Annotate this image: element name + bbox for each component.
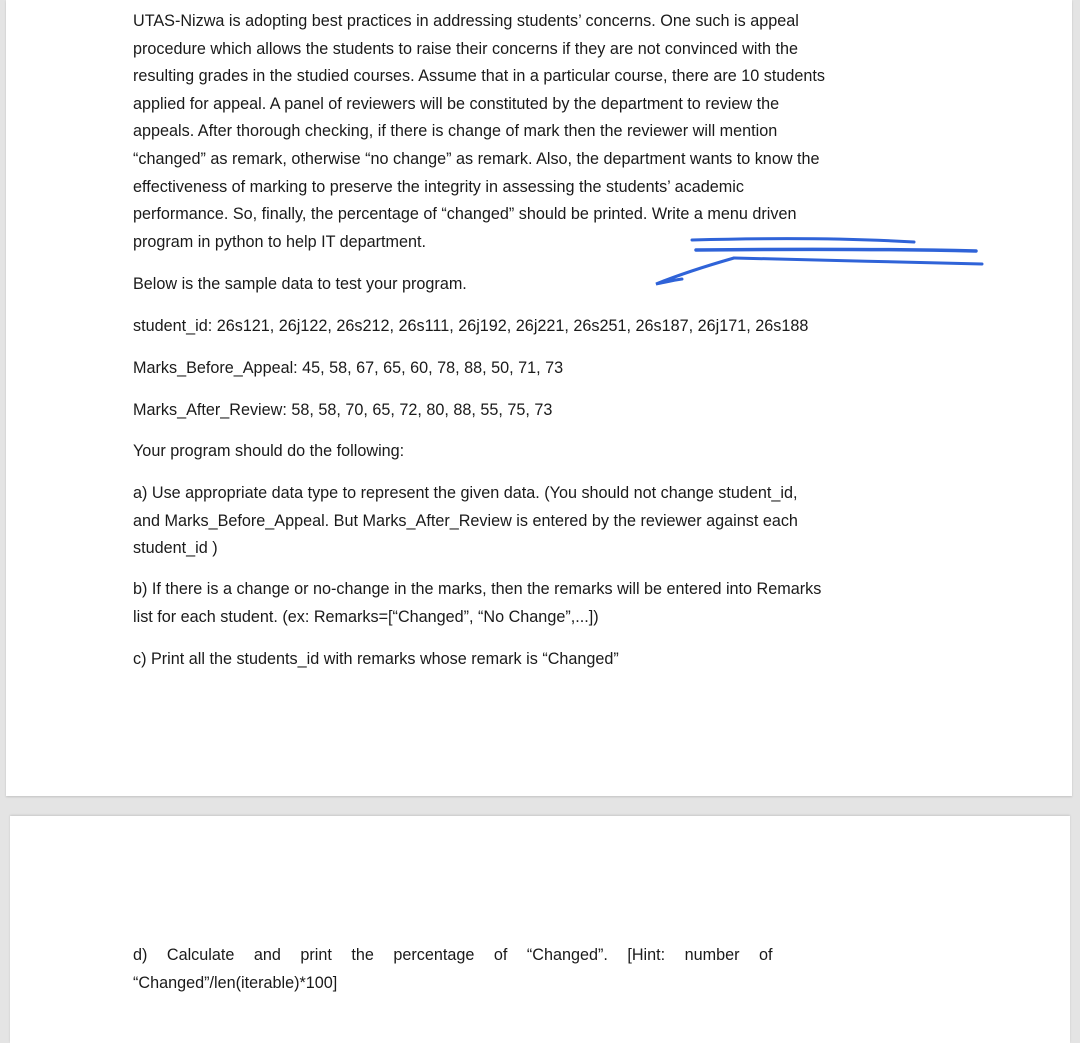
intro-line: applied for appeal. A panel of reviewers will be constituted by the department to review the bbox=[133, 94, 780, 113]
intro-line: resulting grades in the studied courses. Assume that in a particular course, there are 10 students bbox=[133, 67, 825, 86]
intro-line: effectiveness of marking to preserve the integrity in assessing the students’ academic bbox=[133, 177, 744, 196]
student-id-list: student_id: 26s121, 26j122, 26s212, 26s111, 26j192, 26j221, 26s251, 26s187, 26j171, 26s188 bbox=[133, 317, 809, 335]
intro-line: “changed” as remark, otherwise “no change” as remark. Also, the department wants to know the bbox=[133, 149, 820, 168]
task-b-line: list for each student. (ex: Remarks=[“Changed”, “No Change”,...]) bbox=[133, 607, 599, 626]
task-a-line: a) Use appropriate data type to represent the given data. (You should not change student_id, bbox=[133, 484, 798, 502]
marks-before-appeal: Marks_Before_Appeal: 45, 58, 67, 65, 60, 78, 88, 50, 71, 73 bbox=[133, 359, 564, 377]
intro-line: UTAS-Nizwa is adopting best practices in addressing students’ concerns. One such is appeal bbox=[133, 12, 799, 30]
document-page-2 bbox=[10, 816, 1070, 1043]
task-a-line: student_id ) bbox=[133, 539, 218, 558]
task-a-line: and Marks_Before_Appeal. But Marks_After_Review is entered by the reviewer against each bbox=[133, 511, 798, 530]
task-b bbox=[133, 576, 948, 631]
intro-line: appeals. After thorough checking, if there is change of mark then the reviewer will mention bbox=[133, 122, 778, 141]
document-page-1 bbox=[6, 0, 1072, 796]
intro-line: performance. So, finally, the percentage of “changed” should be printed. Write a menu driven bbox=[133, 205, 797, 224]
intro-line: program in python to help IT department. bbox=[133, 232, 427, 251]
pen-stroke-lower bbox=[734, 258, 982, 264]
task-d bbox=[133, 942, 948, 997]
sample-data-heading: Below is the sample data to test your program. bbox=[133, 275, 467, 293]
marks-after-review: Marks_After_Review: 58, 58, 70, 65, 72, 80, 88, 55, 75, 73 bbox=[133, 401, 553, 419]
task-a bbox=[133, 480, 948, 563]
intro-paragraph bbox=[133, 8, 948, 256]
task-d-line: “Changed”/len(iterable)*100] bbox=[133, 973, 338, 992]
task-c: c) Print all the students_id with remarks whose remark is “Changed” bbox=[133, 650, 619, 668]
tasks-heading: Your program should do the following: bbox=[133, 442, 405, 460]
task-b-line: b) If there is a change or no-change in the marks, then the remarks will be entered into Remarks bbox=[133, 580, 822, 598]
task-d-line: d) Calculate and print the percentage of “Changed”. [Hint: number of bbox=[133, 946, 773, 964]
intro-line: procedure which allows the students to raise their concerns if they are not convinced with the bbox=[133, 39, 798, 58]
